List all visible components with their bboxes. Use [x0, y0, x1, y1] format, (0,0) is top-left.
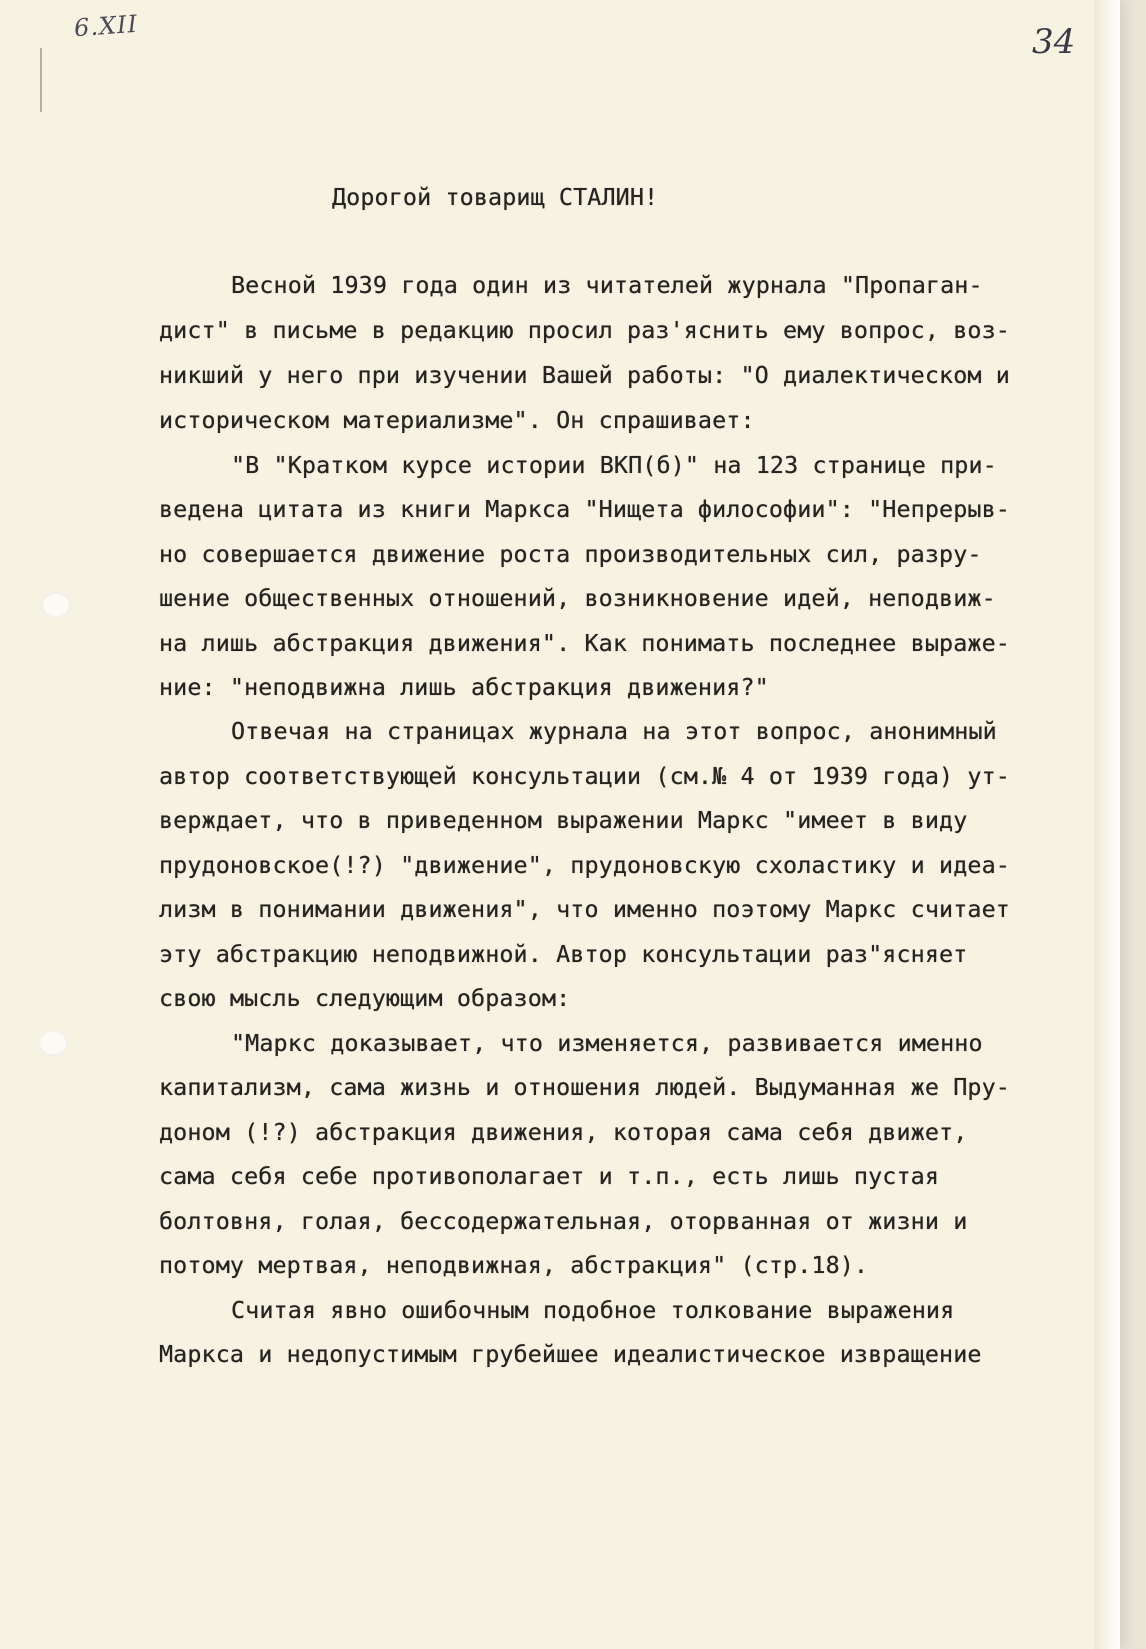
punch-hole [41, 592, 71, 618]
text-line: потому мертвая, неподвижная, абстракция" (стр.18). [159, 1251, 869, 1279]
handwritten-date: 6.XII [73, 9, 139, 43]
text-line: эту абстракцию неподвижной. Автор консультации раз"ясняет [159, 940, 968, 968]
text-line: свою мысль следующим образом: [159, 984, 571, 1012]
text-line: но совершается движение роста производительных сил, разру- [159, 540, 982, 568]
salutation: Дорогой товарищ СТАЛИН! [332, 183, 659, 211]
text-line: Весной 1939 года один из читателей журнала "Пропаган- [231, 271, 983, 299]
text-line: сама себя себе противополагает и т.п., есть лишь пустая [159, 1162, 940, 1190]
text-line: дист" в письме в редакцию просил раз'яснить ему вопрос, воз- [159, 316, 1010, 344]
text-line: на лишь абстракция движения". Как понимать последнее выраже- [159, 629, 1010, 657]
text-line: доном (!?) абстракция движения, которая сама себя движет, [159, 1118, 968, 1146]
text-line: Маркса и недопустимым грубейшее идеалистическое извращение [159, 1340, 982, 1368]
text-line: ведена цитата из книги Маркса "Нищета философии": "Непрерыв- [159, 495, 1010, 523]
text-line: ние: "неподвижна лишь абстракция движения?" [159, 673, 769, 701]
text-line: Отвечая на страницах журнала на этот вопрос, анонимный [231, 717, 997, 745]
text-line: шение общественных отношений, возникновение идей, неподвиж- [159, 584, 996, 612]
text-line: никший у него при изучении Вашей работы: "О диалектическом и [159, 361, 1010, 389]
text-line: болтовня, голая, бессодержательная, оторванная от жизни и [159, 1207, 968, 1235]
text-line: верждает, что в приведенном выражении Маркс "имеет в виду [159, 806, 968, 834]
text-line: автор соответствующей консультации (см.№ 4 от 1939 года) ут- [159, 762, 1010, 790]
text-line: Считая явно ошибочным подобное толкование выражения [231, 1296, 955, 1324]
text-line: "В "Кратком курсе истории ВКП(б)" на 123 странице при- [231, 451, 997, 479]
text-line: лизм в понимании движения", что именно поэтому Маркс считает [159, 895, 1010, 923]
text-line: капитализм, сама жизнь и отношения людей. Выдуманная же Пру- [159, 1073, 1010, 1101]
text-line: "Маркс доказывает, что изменяется, развивается именно [231, 1029, 983, 1057]
pencil-mark [40, 48, 42, 112]
punch-hole [38, 1030, 68, 1056]
paper-edge [1094, 0, 1120, 1649]
handwritten-page-number: 34 [1032, 22, 1076, 62]
text-line: историческом материализме". Он спрашивает: [159, 406, 755, 434]
text-line: прудоновское(!?) "движение", прудоновскую схоластику и идеа- [159, 851, 1010, 879]
